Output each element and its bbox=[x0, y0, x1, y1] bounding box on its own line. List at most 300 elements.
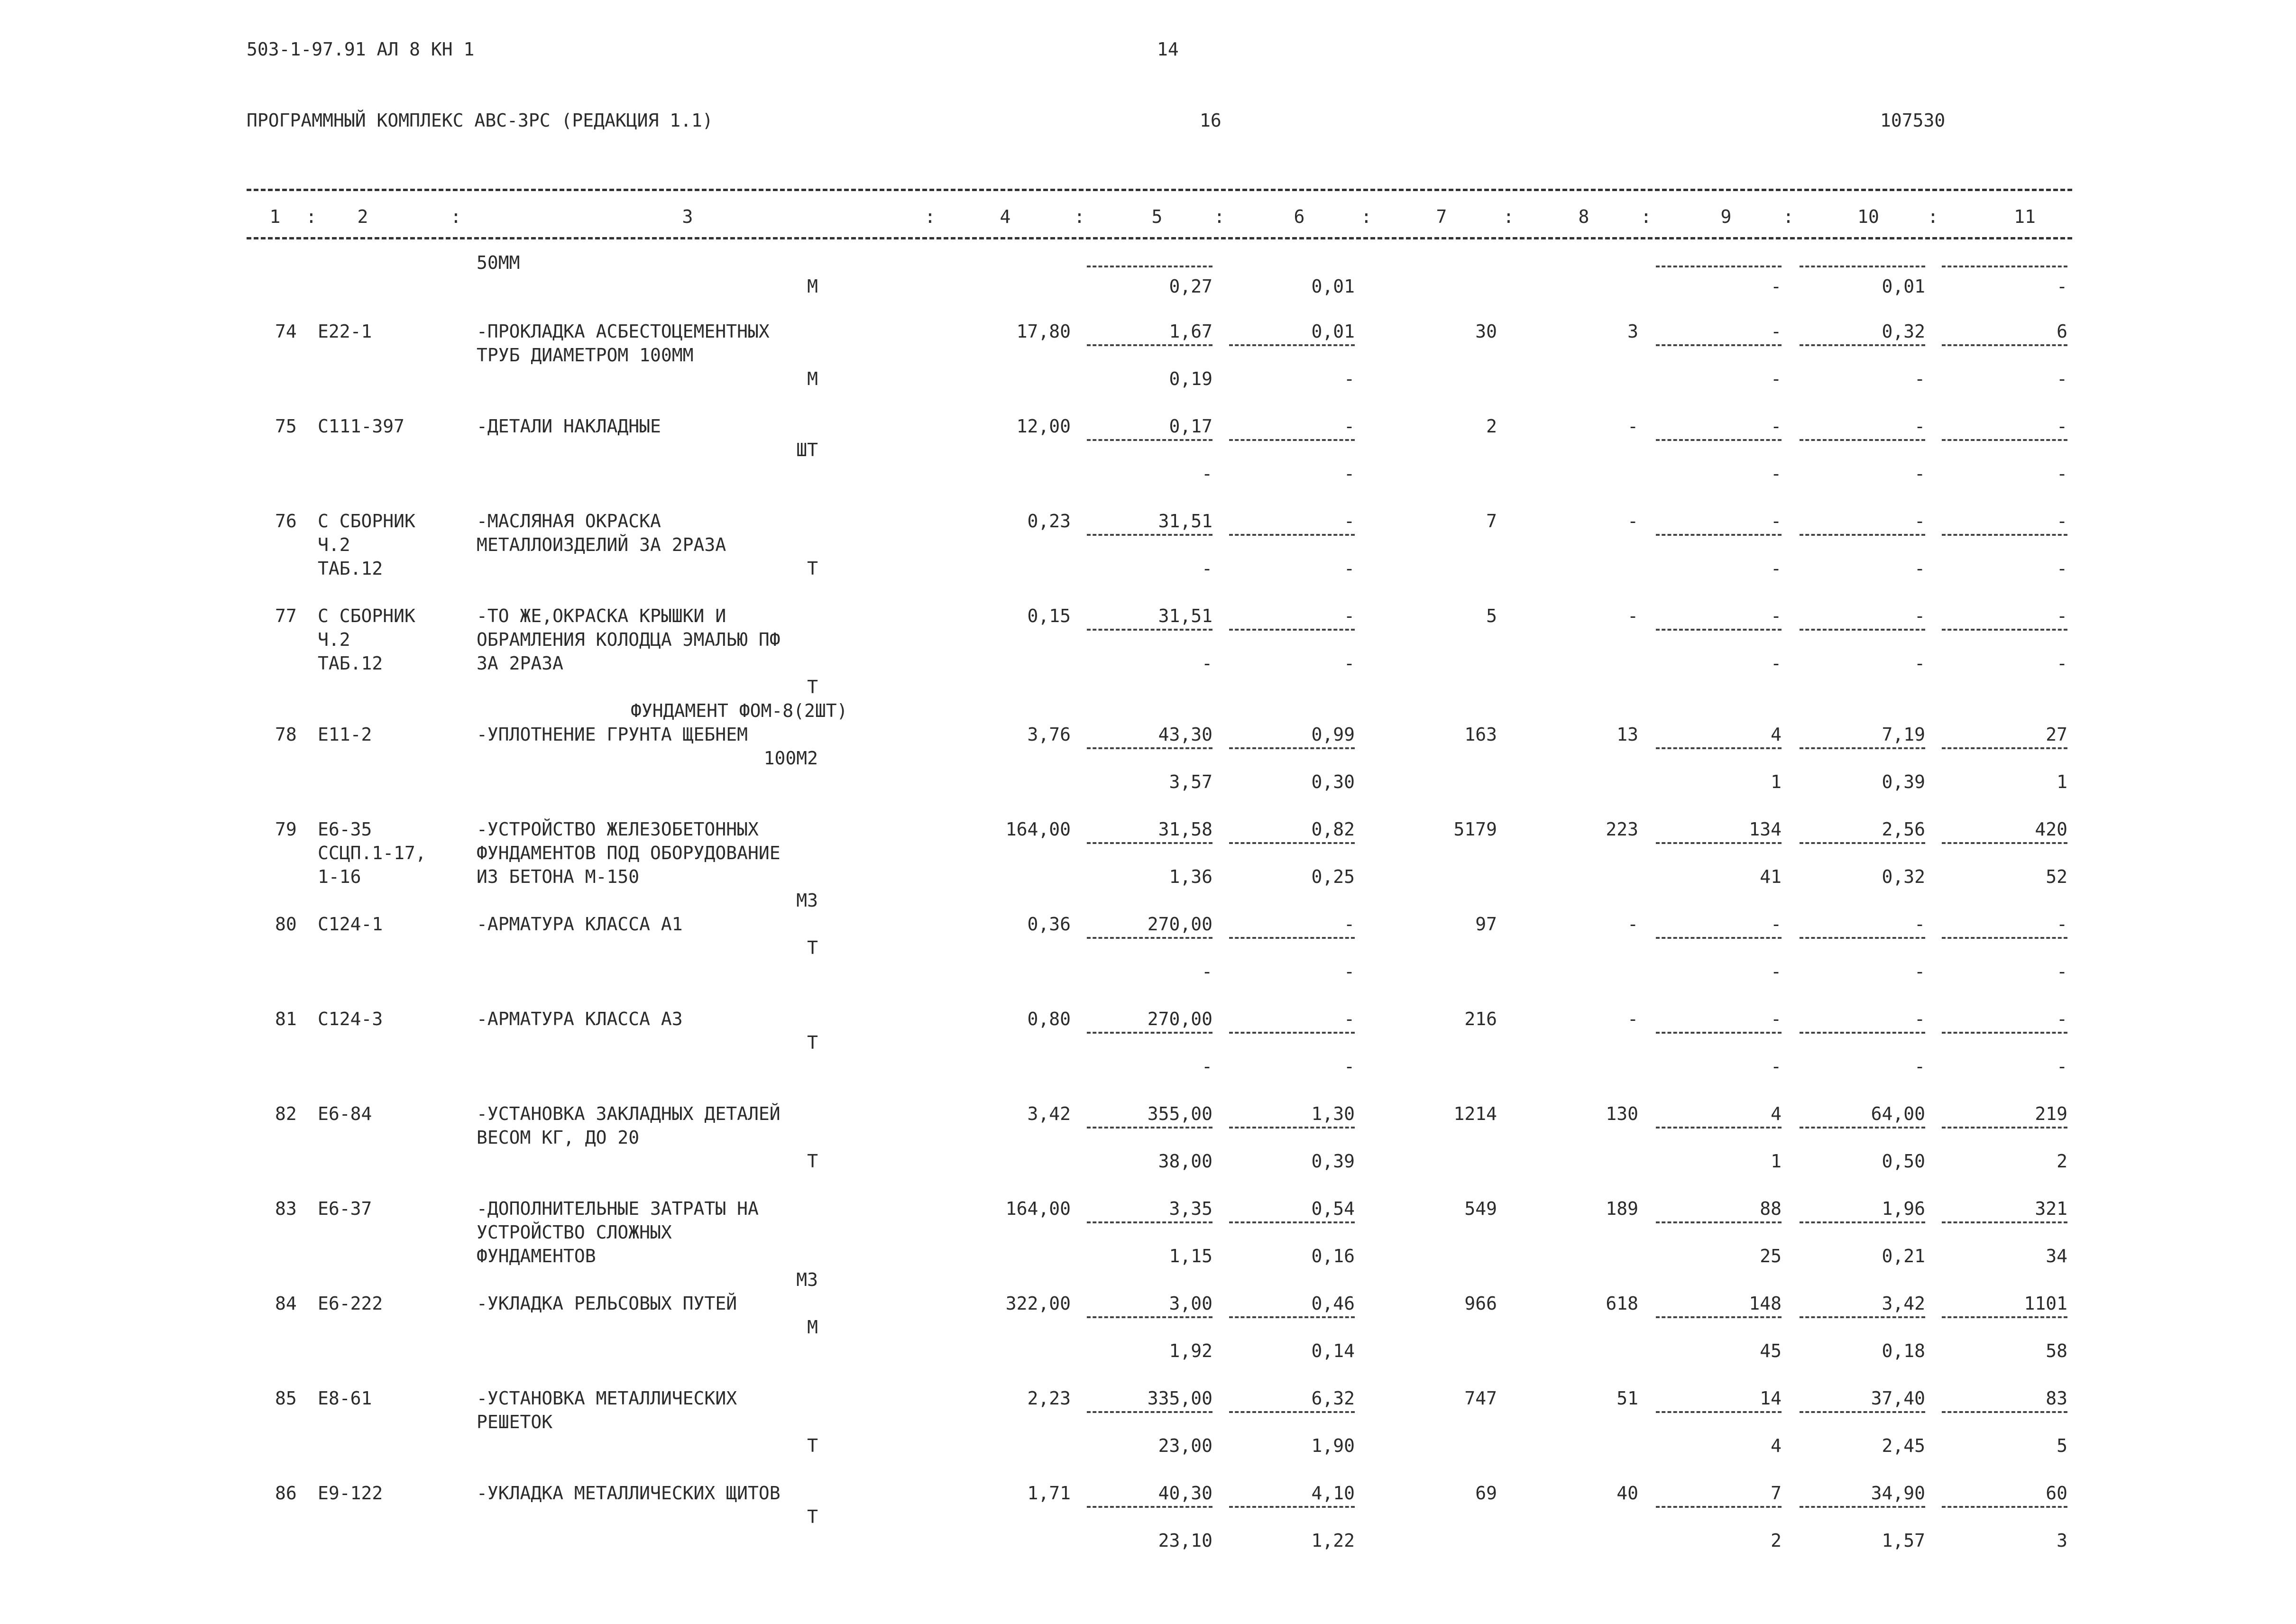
row-unit: 100М2 bbox=[763, 748, 818, 769]
row-description: -УКЛАДКА РЕЛЬСОВЫХ ПУТЕЙ bbox=[477, 1293, 737, 1314]
cell-col10-upper: - bbox=[1914, 606, 1925, 626]
cell-col11-lower: - bbox=[2057, 653, 2067, 674]
row-code: С124-1 bbox=[318, 914, 383, 935]
row-unit: М3 bbox=[796, 1269, 818, 1290]
cell-col9-lower: 25 bbox=[1760, 1246, 1782, 1266]
cell-col10-lower: 0,01 bbox=[1882, 276, 1925, 297]
cell-col9-upper: - bbox=[1771, 416, 1782, 437]
split-dash bbox=[1087, 1032, 1212, 1034]
cell-col8: 189 bbox=[1606, 1198, 1638, 1219]
cell-col8: 51 bbox=[1616, 1388, 1638, 1409]
column-header-10: 10 bbox=[1857, 206, 1879, 227]
cell-col4: 17,80 bbox=[1016, 321, 1071, 342]
cell-col11-upper: - bbox=[2057, 606, 2067, 626]
cell-col11-lower: - bbox=[2057, 1056, 2067, 1077]
cell-col10-lower: 0,21 bbox=[1882, 1246, 1925, 1266]
cell-col7: 747 bbox=[1464, 1388, 1497, 1409]
cell-col11-upper: 420 bbox=[2035, 819, 2067, 840]
cell-col11-upper: 60 bbox=[2046, 1483, 2067, 1504]
cell-col9-lower: - bbox=[1771, 653, 1782, 674]
split-dash bbox=[1656, 266, 1782, 267]
split-dash bbox=[1656, 344, 1782, 346]
split-dash bbox=[1942, 842, 2067, 844]
cell-col5-upper: 0,17 bbox=[1169, 416, 1212, 437]
cell-col11-upper: 6 bbox=[2057, 321, 2067, 342]
cell-col6-lower: 1,22 bbox=[1311, 1530, 1355, 1551]
split-dash bbox=[1087, 1127, 1212, 1129]
cell-col9-upper: 14 bbox=[1760, 1388, 1782, 1409]
page-number: 16 bbox=[1200, 110, 1221, 131]
row-description: -УСТАНОВКА ЗАКЛАДНЫХ ДЕТАЛЕЙ bbox=[477, 1103, 781, 1124]
cell-col7: 69 bbox=[1475, 1483, 1497, 1504]
cell-col5-lower: 1,15 bbox=[1169, 1246, 1212, 1266]
row-description: -АРМАТУРА КЛАССА А1 bbox=[477, 914, 683, 935]
cell-col10-lower: - bbox=[1914, 558, 1925, 579]
split-dash bbox=[1942, 629, 2067, 631]
split-dash bbox=[1800, 1411, 1925, 1413]
cell-col7: 549 bbox=[1464, 1198, 1497, 1219]
cell-col9-lower: - bbox=[1771, 368, 1782, 389]
cell-col10-lower: 0,50 bbox=[1882, 1151, 1925, 1172]
cell-col5-upper: 31,51 bbox=[1158, 606, 1212, 626]
cell-col6-lower: - bbox=[1344, 368, 1355, 389]
split-dash bbox=[1656, 439, 1782, 441]
cell-col7: 97 bbox=[1475, 914, 1497, 935]
cell-col10-lower: - bbox=[1914, 1056, 1925, 1077]
cell-col6-upper: - bbox=[1344, 511, 1355, 532]
cell-col9-lower: - bbox=[1771, 558, 1782, 579]
cell-col11-lower: 1 bbox=[2057, 771, 2067, 792]
split-dash bbox=[1229, 1032, 1355, 1034]
row-description: ОБРАМЛЕНИЯ КОЛОДЦА ЭМАЛЬЮ ПФ bbox=[477, 629, 781, 650]
cell-col6-lower: - bbox=[1344, 653, 1355, 674]
row-description: ЗА 2РАЗА bbox=[477, 653, 564, 674]
row-code: Ч.2 bbox=[318, 534, 350, 555]
cell-col5-upper: 1,67 bbox=[1169, 321, 1212, 342]
row-number: 79 bbox=[275, 819, 297, 840]
row-code: Е22-1 bbox=[318, 321, 372, 342]
row-code: Е11-2 bbox=[318, 724, 372, 745]
cell-col6-upper: 0,01 bbox=[1311, 321, 1355, 342]
row-unit: Т bbox=[807, 1506, 818, 1527]
cell-col9-upper: 4 bbox=[1771, 1103, 1782, 1124]
row-description: -УПЛОТНЕНИЕ ГРУНТА ЩЕБНЕМ bbox=[477, 724, 748, 745]
split-dash bbox=[1800, 534, 1925, 536]
cell-col5-lower: - bbox=[1202, 558, 1212, 579]
row-unit: ШТ bbox=[796, 440, 818, 460]
cell-col6-upper: 0,82 bbox=[1311, 819, 1355, 840]
row-description: РЕШЕТОК bbox=[477, 1412, 553, 1432]
column-header-3: 3 bbox=[682, 206, 693, 227]
cell-col11-lower: - bbox=[2057, 463, 2067, 484]
cell-col10-upper: - bbox=[1914, 416, 1925, 437]
cell-col6-upper: 1,30 bbox=[1311, 1103, 1355, 1124]
cell-col10-upper: 1,96 bbox=[1882, 1198, 1925, 1219]
split-dash bbox=[1087, 937, 1212, 939]
split-dash bbox=[1656, 534, 1782, 536]
row-number: 80 bbox=[275, 914, 297, 935]
row-code: 1-16 bbox=[318, 866, 361, 887]
cell-col7: 1214 bbox=[1453, 1103, 1497, 1124]
row-description: -МАСЛЯНАЯ ОКРАСКА bbox=[477, 511, 661, 532]
column-separator: : bbox=[1783, 206, 1794, 227]
cell-col6-lower: 0,25 bbox=[1311, 866, 1355, 887]
split-dash bbox=[1229, 1506, 1355, 1508]
column-header-8: 8 bbox=[1578, 206, 1589, 227]
cell-col9-upper: - bbox=[1771, 914, 1782, 935]
cell-col9-lower: - bbox=[1771, 463, 1782, 484]
cell-col11-upper: - bbox=[2057, 1009, 2067, 1029]
cell-col6-lower: 1,90 bbox=[1311, 1435, 1355, 1456]
row-code: ТАБ.12 bbox=[318, 653, 383, 674]
cell-col10-lower: - bbox=[1914, 463, 1925, 484]
split-dash bbox=[1087, 629, 1212, 631]
cell-col11-lower: 3 bbox=[2057, 1530, 2067, 1551]
cell-col4: 322,00 bbox=[1005, 1293, 1071, 1314]
row-description: -УКЛАДКА МЕТАЛЛИЧЕСКИХ ЩИТОВ bbox=[477, 1483, 781, 1504]
split-dash bbox=[1942, 266, 2067, 267]
cell-col9-lower: 2 bbox=[1771, 1530, 1782, 1551]
cell-col5-lower: 38,00 bbox=[1158, 1151, 1212, 1172]
cell-col4: 0,15 bbox=[1027, 606, 1071, 626]
row-description: -ДОПОЛНИТЕЛЬНЫЕ ЗАТРАТЫ НА bbox=[477, 1198, 759, 1219]
row-unit: М bbox=[807, 276, 818, 297]
split-dash bbox=[1656, 937, 1782, 939]
cell-col10-lower: - bbox=[1914, 368, 1925, 389]
split-dash bbox=[1087, 1316, 1212, 1318]
split-dash bbox=[1942, 344, 2067, 346]
split-dash bbox=[1800, 937, 1925, 939]
row-description: -ТО ЖЕ,ОКРАСКА КРЫШКИ И bbox=[477, 606, 726, 626]
cell-col10-upper: - bbox=[1914, 1009, 1925, 1029]
split-dash bbox=[1656, 1221, 1782, 1223]
cell-col6-upper: - bbox=[1344, 914, 1355, 935]
split-dash bbox=[1656, 1032, 1782, 1034]
split-dash bbox=[1800, 629, 1925, 631]
cell-col4: 3,42 bbox=[1027, 1103, 1071, 1124]
column-separator: : bbox=[306, 206, 317, 227]
cell-col5-upper: 270,00 bbox=[1147, 914, 1212, 935]
cell-col7: 5 bbox=[1486, 606, 1497, 626]
column-separator: : bbox=[1641, 206, 1652, 227]
row-description: 50ММ bbox=[477, 252, 520, 273]
cell-col5-upper: 355,00 bbox=[1147, 1103, 1212, 1124]
split-dash bbox=[1800, 1032, 1925, 1034]
row-code: Е6-35 bbox=[318, 819, 372, 840]
cell-col9-lower: - bbox=[1771, 276, 1782, 297]
column-separator: : bbox=[1214, 206, 1225, 227]
cell-col6-upper: - bbox=[1344, 1009, 1355, 1029]
split-dash bbox=[1087, 344, 1212, 346]
row-unit: Т bbox=[807, 1032, 818, 1053]
cell-col9-lower: 1 bbox=[1771, 1151, 1782, 1172]
split-dash bbox=[1942, 1127, 2067, 1129]
cell-col4: 12,00 bbox=[1016, 416, 1071, 437]
cell-col10-upper: 64,00 bbox=[1871, 1103, 1925, 1124]
row-description: -ДЕТАЛИ НАКЛАДНЫЕ bbox=[477, 416, 661, 437]
split-dash bbox=[1087, 534, 1212, 536]
row-unit: М bbox=[807, 1317, 818, 1338]
row-number: 74 bbox=[275, 321, 297, 342]
row-code: С124-3 bbox=[318, 1009, 383, 1029]
cell-col11-lower: 5 bbox=[2057, 1435, 2067, 1456]
split-dash bbox=[1942, 747, 2067, 749]
split-dash bbox=[1800, 842, 1925, 844]
cell-col8: - bbox=[1627, 914, 1638, 935]
cell-col10-lower: 2,45 bbox=[1882, 1435, 1925, 1456]
split-dash bbox=[1800, 1221, 1925, 1223]
cell-col11-lower: - bbox=[2057, 558, 2067, 579]
cell-col11-lower: 34 bbox=[2046, 1246, 2067, 1266]
cell-col11-upper: 1101 bbox=[2024, 1293, 2067, 1314]
cell-col8: 40 bbox=[1616, 1483, 1638, 1504]
cell-col7: 5179 bbox=[1453, 819, 1497, 840]
row-unit: Т bbox=[807, 937, 818, 958]
cell-col6-upper: - bbox=[1344, 416, 1355, 437]
row-number: 76 bbox=[275, 511, 297, 532]
row-code: Е6-222 bbox=[318, 1293, 383, 1314]
cell-col7: 30 bbox=[1475, 321, 1497, 342]
cell-col6-lower: 0,39 bbox=[1311, 1151, 1355, 1172]
column-header-6: 6 bbox=[1294, 206, 1305, 227]
cell-col5-upper: 31,58 bbox=[1158, 819, 1212, 840]
cell-col6-upper: 0,46 bbox=[1311, 1293, 1355, 1314]
cell-col11-lower: 2 bbox=[2057, 1151, 2067, 1172]
split-dash bbox=[1087, 747, 1212, 749]
row-description: -УСТРОЙСТВО ЖЕЛЕЗОБЕТОННЫХ bbox=[477, 819, 759, 840]
cell-col11-upper: 321 bbox=[2035, 1198, 2067, 1219]
split-dash bbox=[1942, 439, 2067, 441]
row-unit: Т bbox=[807, 558, 818, 579]
row-description: -АРМАТУРА КЛАССА А3 bbox=[477, 1009, 683, 1029]
split-dash bbox=[1942, 1411, 2067, 1413]
cell-col10-lower: 0,18 bbox=[1882, 1340, 1925, 1361]
sheet-number: 14 bbox=[1157, 39, 1179, 60]
row-number: 84 bbox=[275, 1293, 297, 1314]
cell-col5-upper: 3,35 bbox=[1169, 1198, 1212, 1219]
cell-col10-upper: 2,56 bbox=[1882, 819, 1925, 840]
row-section-note: ФУНДАМЕНТ ФОМ-8(2ШТ) bbox=[631, 700, 848, 721]
cell-col8: - bbox=[1627, 606, 1638, 626]
cell-col5-upper: 40,30 bbox=[1158, 1483, 1212, 1504]
cell-col6-lower: - bbox=[1344, 558, 1355, 579]
cell-col6-upper: - bbox=[1344, 606, 1355, 626]
cell-col10-upper: 34,90 bbox=[1871, 1483, 1925, 1504]
cell-col4: 0,80 bbox=[1027, 1009, 1071, 1029]
split-dash bbox=[1800, 1127, 1925, 1129]
row-number: 75 bbox=[275, 416, 297, 437]
row-code: С111-397 bbox=[318, 416, 405, 437]
column-separator: : bbox=[925, 206, 936, 227]
cell-col11-upper: 219 bbox=[2035, 1103, 2067, 1124]
row-description: -ПРОКЛАДКА АСБЕСТОЦЕМЕНТНЫХ bbox=[477, 321, 770, 342]
row-code: Е8-61 bbox=[318, 1388, 372, 1409]
split-dash bbox=[1229, 1316, 1355, 1318]
split-dash bbox=[1656, 1127, 1782, 1129]
cell-col11-lower: 52 bbox=[2046, 866, 2067, 887]
cell-col9-upper: - bbox=[1771, 1009, 1782, 1029]
split-dash bbox=[1087, 439, 1212, 441]
cell-col5-upper: 335,00 bbox=[1147, 1388, 1212, 1409]
cell-col7: 7 bbox=[1486, 511, 1497, 532]
cell-col9-upper: 134 bbox=[1749, 819, 1782, 840]
cell-col9-lower: - bbox=[1771, 961, 1782, 982]
cell-col9-upper: 88 bbox=[1760, 1198, 1782, 1219]
split-dash bbox=[1942, 1221, 2067, 1223]
cell-col5-lower: - bbox=[1202, 653, 1212, 674]
cell-col6-upper: 0,99 bbox=[1311, 724, 1355, 745]
cell-col9-lower: 45 bbox=[1760, 1340, 1782, 1361]
row-code: С СБОРНИК bbox=[318, 511, 415, 532]
split-dash bbox=[1087, 1411, 1212, 1413]
cell-col10-upper: - bbox=[1914, 914, 1925, 935]
cell-col9-upper: 7 bbox=[1771, 1483, 1782, 1504]
cell-col9-lower: 41 bbox=[1760, 866, 1782, 887]
split-dash bbox=[1942, 534, 2067, 536]
cell-col6-lower: - bbox=[1344, 961, 1355, 982]
split-dash bbox=[1229, 629, 1355, 631]
column-header-1: 1 bbox=[269, 206, 281, 227]
split-dash bbox=[1800, 1316, 1925, 1318]
cell-col6-lower: - bbox=[1344, 463, 1355, 484]
cell-col9-upper: 4 bbox=[1771, 724, 1782, 745]
split-dash bbox=[1229, 439, 1355, 441]
split-dash bbox=[1229, 1411, 1355, 1413]
row-description: -УСТАНОВКА МЕТАЛЛИЧЕСКИХ bbox=[477, 1388, 737, 1409]
row-unit: М bbox=[807, 368, 818, 389]
cell-col11-lower: 58 bbox=[2046, 1340, 2067, 1361]
split-dash bbox=[1656, 629, 1782, 631]
cell-col6-lower: 0,14 bbox=[1311, 1340, 1355, 1361]
cell-col5-upper: 3,00 bbox=[1169, 1293, 1212, 1314]
cell-col7: 2 bbox=[1486, 416, 1497, 437]
cell-col8: 618 bbox=[1606, 1293, 1638, 1314]
row-code: Ч.2 bbox=[318, 629, 350, 650]
cell-col4: 164,00 bbox=[1005, 819, 1071, 840]
program-title: ПРОГРАММНЫЙ КОМПЛЕКС АВС-3РС (РЕДАКЦИЯ 1.1) bbox=[247, 110, 713, 131]
row-number: 78 bbox=[275, 724, 297, 745]
cell-col4: 3,76 bbox=[1027, 724, 1071, 745]
column-header-4: 4 bbox=[1000, 206, 1011, 227]
cell-col7: 163 bbox=[1464, 724, 1497, 745]
cell-col10-lower: 0,32 bbox=[1882, 866, 1925, 887]
cell-col5-lower: 23,00 bbox=[1158, 1435, 1212, 1456]
row-code: Е6-84 bbox=[318, 1103, 372, 1124]
row-unit: М3 bbox=[796, 890, 818, 911]
row-description: ТРУБ ДИАМЕТРОМ 100ММ bbox=[477, 345, 694, 366]
split-dash bbox=[1800, 344, 1925, 346]
row-code: ССЦП.1-17, bbox=[318, 843, 426, 863]
cell-col4: 2,23 bbox=[1027, 1388, 1071, 1409]
cell-col6-lower: 0,01 bbox=[1311, 276, 1355, 297]
row-code: Е6-37 bbox=[318, 1198, 372, 1219]
cell-col5-upper: 43,30 bbox=[1158, 724, 1212, 745]
cell-col5-lower: - bbox=[1202, 1056, 1212, 1077]
cell-col8: - bbox=[1627, 416, 1638, 437]
cell-col9-upper: - bbox=[1771, 321, 1782, 342]
cell-col4: 1,71 bbox=[1027, 1483, 1071, 1504]
cell-col4: 0,36 bbox=[1027, 914, 1071, 935]
cell-col9-upper: - bbox=[1771, 606, 1782, 626]
row-unit: Т bbox=[807, 1151, 818, 1172]
cell-col6-upper: 6,32 bbox=[1311, 1388, 1355, 1409]
cell-col11-lower: - bbox=[2057, 368, 2067, 389]
cell-col5-upper: 31,51 bbox=[1158, 511, 1212, 532]
cell-col9-upper: 148 bbox=[1749, 1293, 1782, 1314]
cell-col10-lower: - bbox=[1914, 961, 1925, 982]
row-description: УСТРОЙСТВО СЛОЖНЫХ bbox=[477, 1222, 672, 1243]
row-unit: Т bbox=[807, 677, 818, 697]
cell-col9-lower: 1 bbox=[1771, 771, 1782, 792]
cell-col6-lower: 0,30 bbox=[1311, 771, 1355, 792]
cell-col5-lower: 0,27 bbox=[1169, 276, 1212, 297]
cell-col9-lower: 4 bbox=[1771, 1435, 1782, 1456]
column-header-9: 9 bbox=[1720, 206, 1732, 227]
column-separator: : bbox=[1928, 206, 1938, 227]
split-dash bbox=[1229, 344, 1355, 346]
cell-col4: 164,00 bbox=[1005, 1198, 1071, 1219]
cell-col10-lower: - bbox=[1914, 653, 1925, 674]
cell-col6-lower: 0,16 bbox=[1311, 1246, 1355, 1266]
row-code: Е9-122 bbox=[318, 1483, 383, 1504]
cell-col11-upper: 83 bbox=[2046, 1388, 2067, 1409]
row-number: 86 bbox=[275, 1483, 297, 1504]
split-dash bbox=[1800, 439, 1925, 441]
cell-col5-lower: 0,19 bbox=[1169, 368, 1212, 389]
split-dash bbox=[1800, 1506, 1925, 1508]
split-dash bbox=[1087, 266, 1212, 267]
cell-col10-lower: 0,39 bbox=[1882, 771, 1925, 792]
split-dash bbox=[1942, 1032, 2067, 1034]
cell-col8: 130 bbox=[1606, 1103, 1638, 1124]
split-dash bbox=[1229, 1127, 1355, 1129]
split-dash bbox=[1087, 1221, 1212, 1223]
column-separator: : bbox=[450, 206, 461, 227]
table-top-rule bbox=[247, 189, 2072, 191]
row-description: МЕТАЛЛОИЗДЕЛИЙ ЗА 2РАЗА bbox=[477, 534, 726, 555]
split-dash bbox=[1229, 534, 1355, 536]
cell-col5-lower: 1,36 bbox=[1169, 866, 1212, 887]
split-dash bbox=[1800, 747, 1925, 749]
cell-col6-upper: 4,10 bbox=[1311, 1483, 1355, 1504]
row-number: 83 bbox=[275, 1198, 297, 1219]
row-number: 81 bbox=[275, 1009, 297, 1029]
split-dash bbox=[1229, 842, 1355, 844]
cell-col5-lower: - bbox=[1202, 961, 1212, 982]
cell-col6-upper: 0,54 bbox=[1311, 1198, 1355, 1219]
cell-col8: 3 bbox=[1627, 321, 1638, 342]
split-dash bbox=[1229, 747, 1355, 749]
row-number: 85 bbox=[275, 1388, 297, 1409]
cell-col9-upper: - bbox=[1771, 511, 1782, 532]
cell-col10-upper: 0,32 bbox=[1882, 321, 1925, 342]
row-code: С СБОРНИК bbox=[318, 606, 415, 626]
split-dash bbox=[1800, 266, 1925, 267]
cell-col10-lower: 1,57 bbox=[1882, 1530, 1925, 1551]
row-number: 82 bbox=[275, 1103, 297, 1124]
cell-col5-lower: - bbox=[1202, 463, 1212, 484]
column-header-11: 11 bbox=[2014, 206, 2036, 227]
row-unit: Т bbox=[807, 1435, 818, 1456]
cell-col10-upper: - bbox=[1914, 511, 1925, 532]
split-dash bbox=[1942, 1316, 2067, 1318]
cell-col8: - bbox=[1627, 1009, 1638, 1029]
doc-code: 503-1-97.91 АЛ 8 КН 1 bbox=[247, 39, 475, 60]
cell-col5-lower: 23,10 bbox=[1158, 1530, 1212, 1551]
column-separator: : bbox=[1361, 206, 1372, 227]
cell-col8: 13 bbox=[1616, 724, 1638, 745]
split-dash bbox=[1656, 747, 1782, 749]
